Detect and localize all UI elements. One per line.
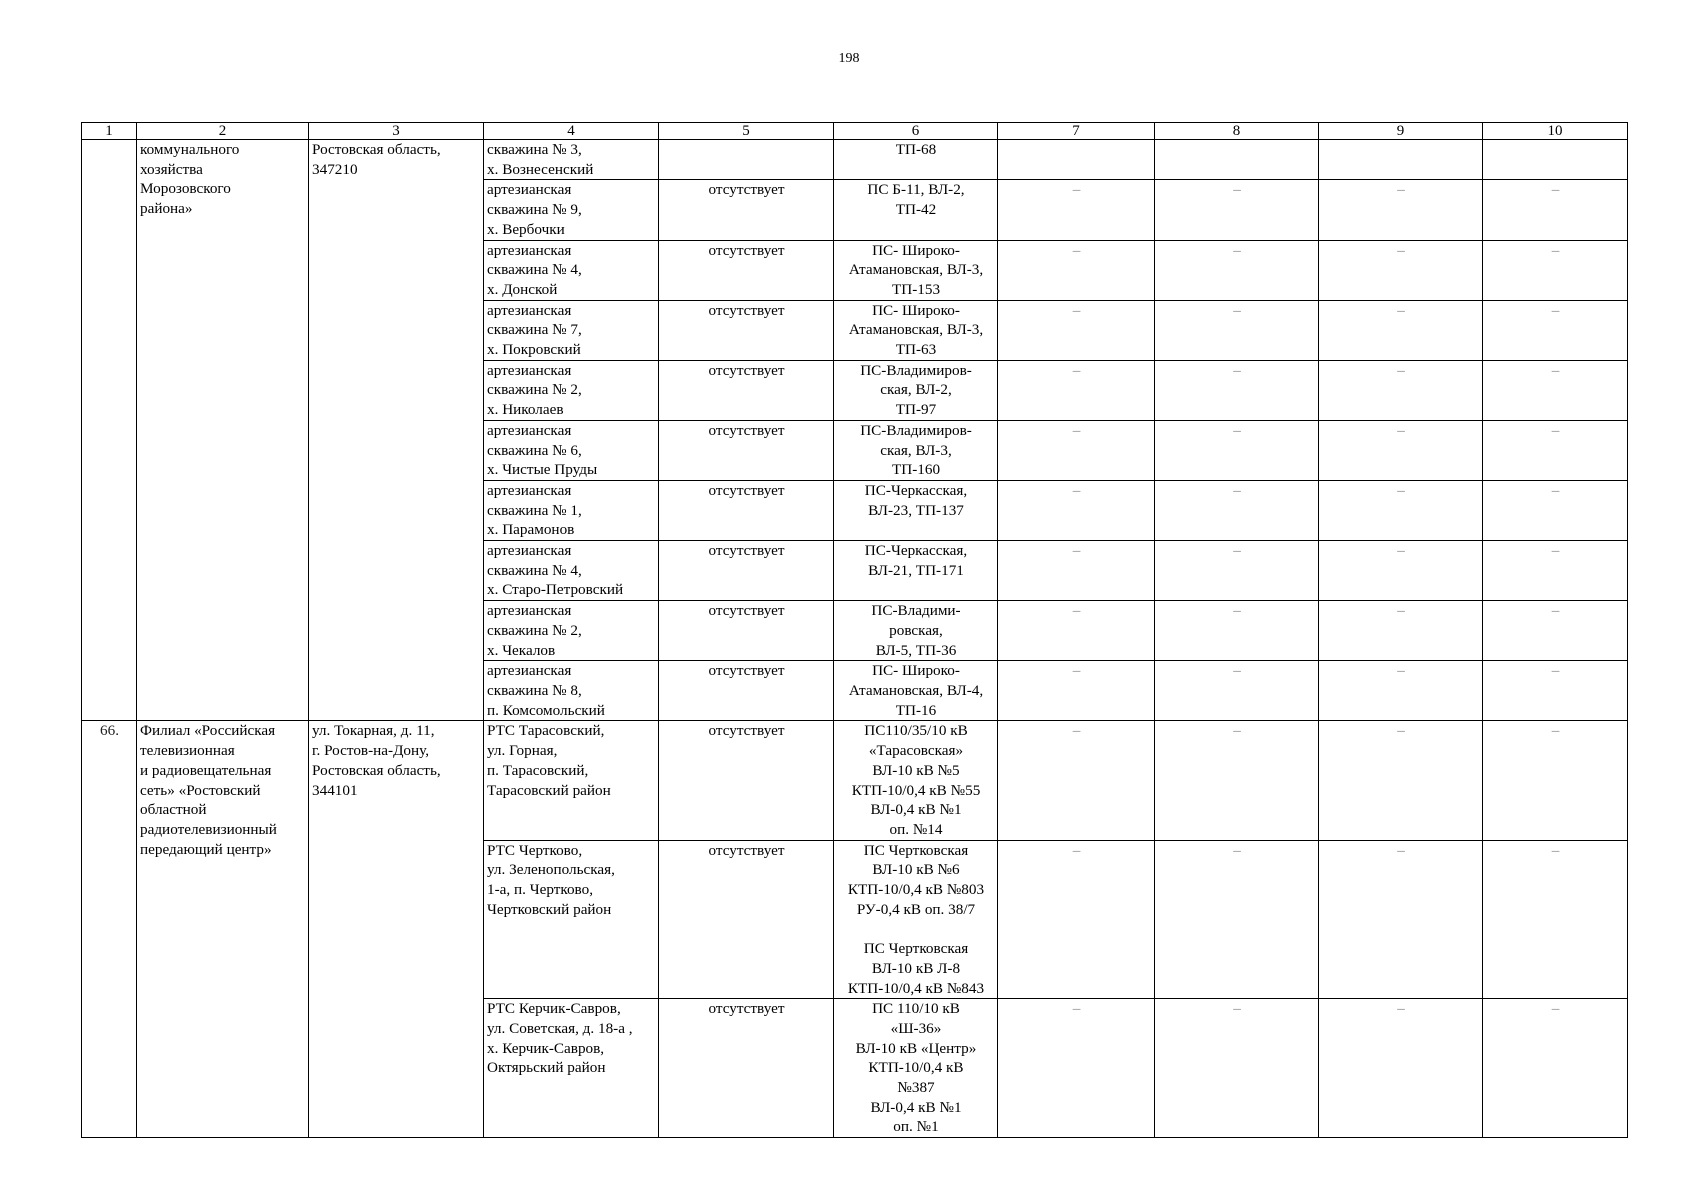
object-cell: РТС Чертково, ул. Зеленопольская, 1-а, п. Чертково, Чертковский район — [484, 840, 659, 999]
header-cell: 8 — [1155, 123, 1319, 140]
dash-cell: – — [1319, 360, 1483, 420]
dash-cell: – — [1483, 661, 1628, 721]
substation-cell: ПС Б-11, ВЛ-2, ТП-42 — [834, 180, 998, 240]
object-cell: артезианская скважина № 4, х. Старо-Петровский — [484, 541, 659, 601]
dash-cell: – — [1319, 840, 1483, 999]
header-cell: 2 — [137, 123, 309, 140]
page-number: 198 — [838, 51, 860, 66]
dash-cell: – — [1319, 541, 1483, 601]
row-number-cell — [82, 140, 137, 721]
object-cell: артезианская скважина № 2, х. Чекалов — [484, 601, 659, 661]
object-cell: артезианская скважина № 8, п. Комсомольский — [484, 661, 659, 721]
status-cell: отсутствует — [659, 420, 834, 480]
substation-cell: ПС Чертковская ВЛ-10 кВ №6 КТП-10/0,4 кВ №803 РУ-0,4 кВ оп. 38/7 ПС Чертковская ВЛ-10 кВ Л-8 КТП-10/0,4 кВ №843 — [834, 840, 998, 999]
dash-cell: – — [998, 300, 1155, 360]
dash-cell: – — [1155, 240, 1319, 300]
dash-cell: – — [998, 360, 1155, 420]
dash-cell: – — [1155, 840, 1319, 999]
dash-cell: – — [1319, 300, 1483, 360]
object-cell: скважина № 3, х. Вознесенский — [484, 140, 659, 180]
object-cell: артезианская скважина № 1, х. Парамонов — [484, 480, 659, 540]
dash-cell: – — [1483, 420, 1628, 480]
dash-cell: – — [1319, 420, 1483, 480]
status-cell: отсутствует — [659, 661, 834, 721]
dash-cell: – — [1483, 541, 1628, 601]
dash-cell: – — [1483, 601, 1628, 661]
dash-cell: – — [1483, 721, 1628, 840]
dash-cell: – — [1483, 360, 1628, 420]
substation-cell: ПС-Черкасская, ВЛ-21, ТП-171 — [834, 541, 998, 601]
object-cell: РТС Керчик-Савров, ул. Советская, д. 18-а , х. Керчик-Савров, Октярьский район — [484, 999, 659, 1138]
dash-cell: – — [1483, 300, 1628, 360]
header-cell: 7 — [998, 123, 1155, 140]
status-cell: отсутствует — [659, 300, 834, 360]
dash-cell: – — [1155, 601, 1319, 661]
dash-cell: – — [998, 480, 1155, 540]
substation-cell: ПС110/35/10 кВ «Тарасовская» ВЛ-10 кВ №5 КТП-10/0,4 кВ №55 ВЛ-0,4 кВ №1 оп. №14 — [834, 721, 998, 840]
substation-cell: ПС-Владимиров- ская, ВЛ-2, ТП-97 — [834, 360, 998, 420]
table-row — [82, 721, 1628, 840]
object-cell: артезианская скважина № 2, х. Николаев — [484, 360, 659, 420]
status-cell: отсутствует — [659, 240, 834, 300]
header-cell: 9 — [1319, 123, 1483, 140]
dash-cell: – — [1155, 180, 1319, 240]
dash-cell: – — [1483, 480, 1628, 540]
dash-cell: – — [1155, 541, 1319, 601]
status-cell: отсутствует — [659, 721, 834, 840]
dash-cell — [1155, 140, 1319, 180]
dash-cell: – — [998, 541, 1155, 601]
header-cell: 6 — [834, 123, 998, 140]
dash-cell: – — [1319, 661, 1483, 721]
table-row — [82, 140, 1628, 180]
status-cell — [659, 140, 834, 180]
dash-cell: – — [998, 601, 1155, 661]
dash-cell: – — [1319, 180, 1483, 240]
organization-cell: Филиал «Российская телевизионная и радиовещательная сеть» «Ростовский областной радиотелевизионный передающий центр» — [137, 721, 309, 1138]
dash-cell: – — [998, 240, 1155, 300]
header-cell: 10 — [1483, 123, 1628, 140]
dash-cell: – — [1155, 721, 1319, 840]
substation-cell: ПС- Широко- Атамановская, ВЛ-4, ТП-16 — [834, 661, 998, 721]
dash-cell: – — [1155, 999, 1319, 1138]
object-cell: артезианская скважина № 6, х. Чистые Пруды — [484, 420, 659, 480]
header-cell: 5 — [659, 123, 834, 140]
substation-cell: ПС- Широко- Атамановская, ВЛ-3, ТП-153 — [834, 240, 998, 300]
substation-cell: ПС-Черкасская, ВЛ-23, ТП-137 — [834, 480, 998, 540]
header-cell: 4 — [484, 123, 659, 140]
dash-cell — [998, 140, 1155, 180]
status-cell: отсутствует — [659, 360, 834, 420]
object-cell: РТС Тарасовский, ул. Горная, п. Тарасовский, Тарасовский район — [484, 721, 659, 840]
object-cell: артезианская скважина № 9, х. Вербочки — [484, 180, 659, 240]
dash-cell: – — [998, 661, 1155, 721]
substation-cell: ПС-Владими- ровская, ВЛ-5, ТП-36 — [834, 601, 998, 661]
dash-cell: – — [1319, 240, 1483, 300]
dash-cell: – — [1155, 661, 1319, 721]
dash-cell: – — [1319, 999, 1483, 1138]
substation-cell: ПС 110/10 кВ «Ш-36» ВЛ-10 кВ «Центр» КТП-10/0,4 кВ №387 ВЛ-0,4 кВ №1 оп. №1 — [834, 999, 998, 1138]
substation-cell: ПС-Владимиров- ская, ВЛ-3, ТП-160 — [834, 420, 998, 480]
header-cell: 3 — [309, 123, 484, 140]
dash-cell: – — [998, 840, 1155, 999]
dash-cell: – — [1483, 180, 1628, 240]
status-cell: отсутствует — [659, 541, 834, 601]
address-cell: ул. Токарная, д. 11, г. Ростов-на-Дону, Ростовская область, 344101 — [309, 721, 484, 1138]
dash-cell: – — [998, 999, 1155, 1138]
object-cell: артезианская скважина № 7, х. Покровский — [484, 300, 659, 360]
dash-cell: – — [1319, 601, 1483, 661]
status-cell: отсутствует — [659, 180, 834, 240]
dash-cell: – — [998, 420, 1155, 480]
status-cell: отсутствует — [659, 999, 834, 1138]
organization-cell: коммунального хозяйства Морозовского района» — [137, 140, 309, 721]
address-cell: Ростовская область, 347210 — [309, 140, 484, 721]
dash-cell: – — [1483, 999, 1628, 1138]
dash-cell: – — [1155, 420, 1319, 480]
object-cell: артезианская скважина № 4, х. Донской — [484, 240, 659, 300]
dash-cell: – — [1155, 360, 1319, 420]
status-cell: отсутствует — [659, 840, 834, 999]
dash-cell: – — [1155, 480, 1319, 540]
dash-cell — [1319, 140, 1483, 180]
substation-cell: ТП-68 — [834, 140, 998, 180]
dash-cell: – — [998, 180, 1155, 240]
status-cell: отсутствует — [659, 480, 834, 540]
dash-cell: – — [1483, 840, 1628, 999]
status-cell: отсутствует — [659, 601, 834, 661]
dash-cell: – — [1319, 480, 1483, 540]
row-number-cell: 66. — [82, 721, 137, 1138]
dash-cell: – — [1319, 721, 1483, 840]
dash-cell: – — [1155, 300, 1319, 360]
dash-cell — [1483, 140, 1628, 180]
header-cell: 1 — [82, 123, 137, 140]
header-row — [82, 123, 1628, 140]
dash-cell: – — [1483, 240, 1628, 300]
data-table — [81, 122, 1628, 1138]
substation-cell: ПС- Широко- Атамановская, ВЛ-3, ТП-63 — [834, 300, 998, 360]
dash-cell: – — [998, 721, 1155, 840]
